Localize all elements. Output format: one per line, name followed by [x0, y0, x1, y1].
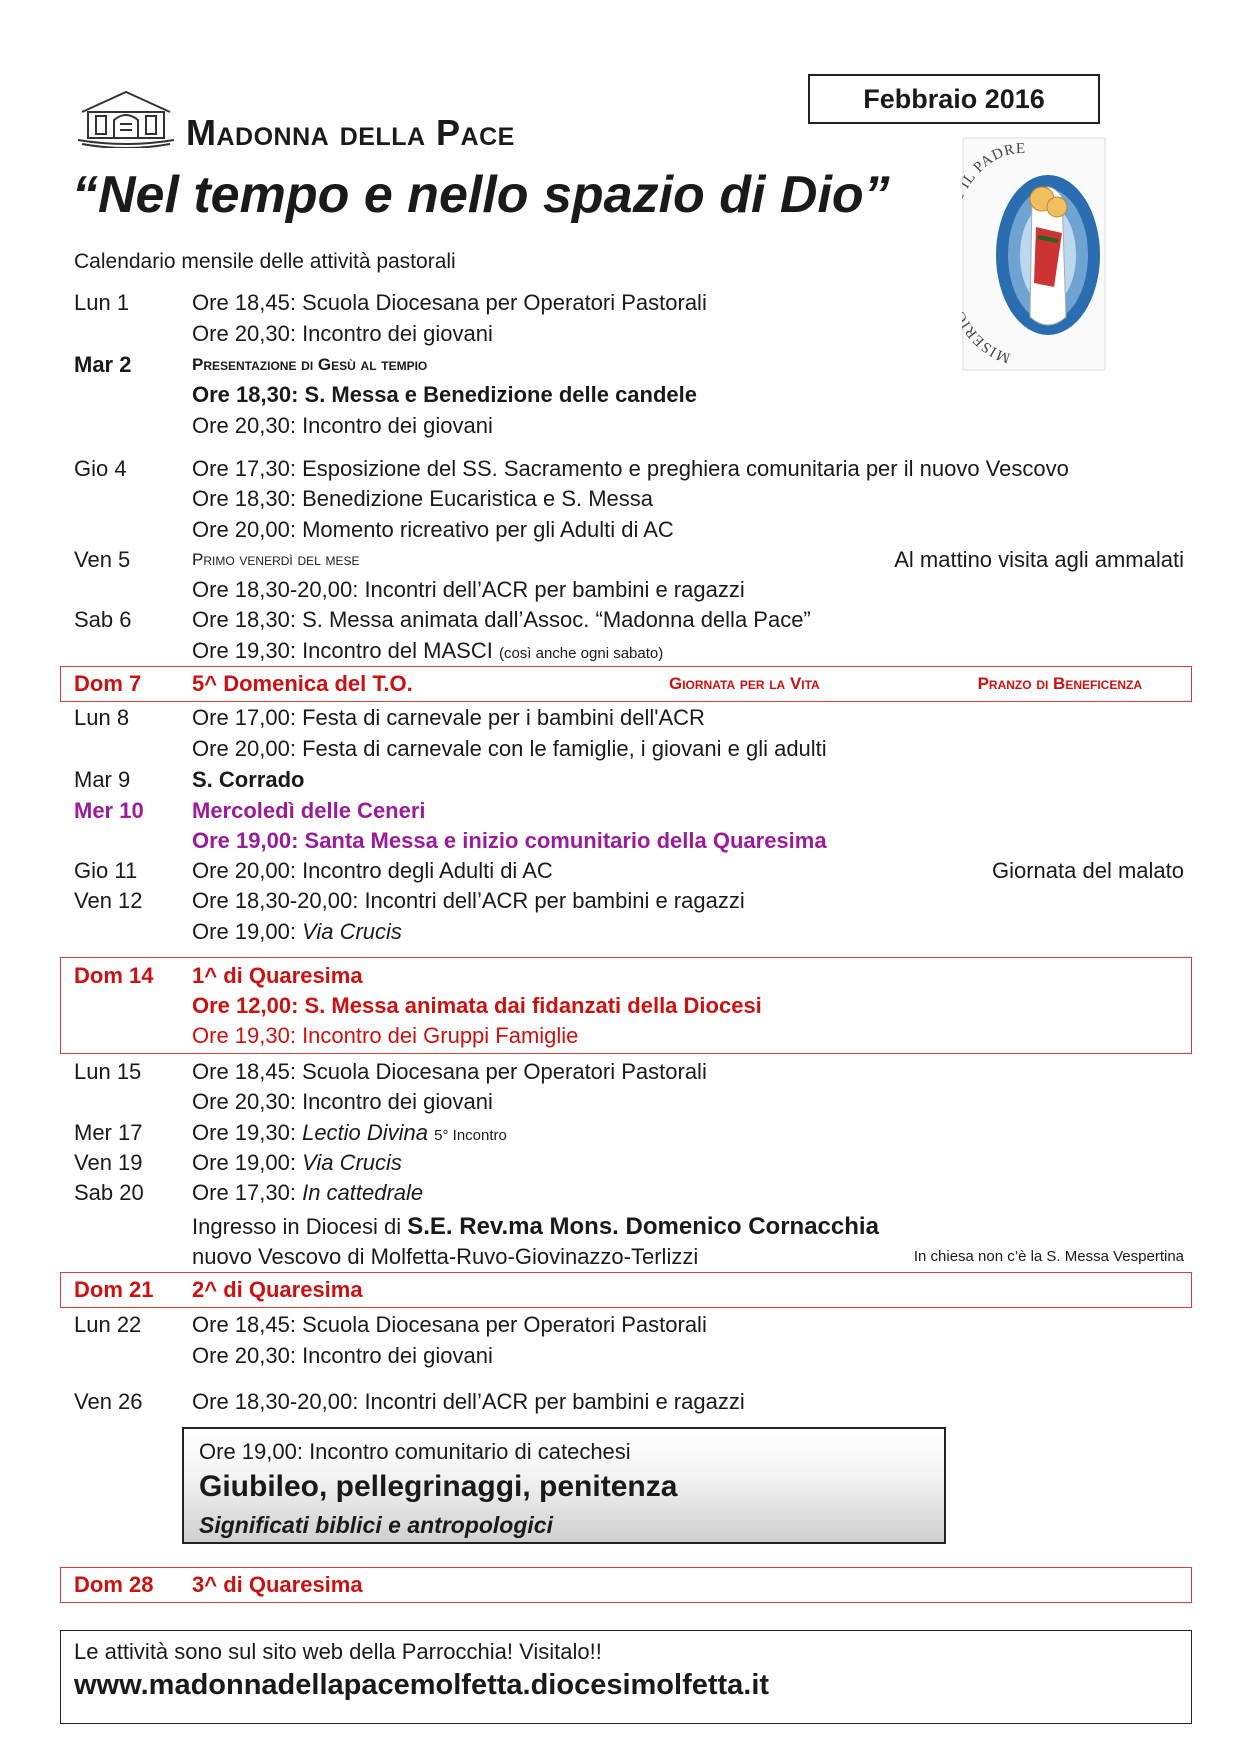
schedule-row — [74, 1242, 1184, 1272]
schedule-row — [74, 319, 1184, 349]
event-text: Ore 20,00: Incontro degli Adulti di AC — [192, 858, 553, 883]
schedule-row — [74, 515, 1184, 545]
schedule-row — [74, 636, 1184, 666]
event-text: Ore 20,30: Incontro dei giovani — [192, 413, 493, 438]
calendar-subtitle: Calendario mensile delle attività pastorali — [74, 250, 456, 273]
event-note: (così anche ogni sabato) — [498, 645, 664, 662]
event-text: Ore 18,30-20,00: Incontri dell’ACR per bambini e ragazzi — [192, 577, 745, 602]
schedule-row — [74, 961, 1184, 991]
event-text: Ore 18,30: S. Messa e Benedizione delle candele — [192, 382, 698, 407]
event-text: Ore 19,00: Santa Messa e inizio comunitario della Quaresima — [192, 828, 827, 853]
day-label: Dom 21 — [74, 1277, 154, 1302]
side-note: Giornata del malato — [992, 858, 1184, 883]
sunday-title: 3^ di Quaresima — [192, 1572, 363, 1597]
schedule-row — [74, 484, 1184, 514]
day-label: Ven 26 — [74, 1389, 143, 1414]
motto-title: “Nel tempo e nello spazio di Dio” — [72, 166, 890, 224]
schedule-row — [74, 1148, 1184, 1178]
event-time: Ore 19,00: — [192, 919, 296, 944]
event-text: Ore 18,30-20,00: Incontri dell’ACR per bambini e ragazzi — [192, 1389, 745, 1414]
side-note: In chiesa non c’è la S. Messa Vespertina — [913, 1248, 1184, 1265]
schedule-row — [74, 350, 1184, 380]
event-text — [192, 1212, 879, 1242]
feast-title: S. Corrado — [192, 767, 305, 792]
feast-title: Primo venerdì del mese — [192, 550, 360, 569]
schedule-row — [74, 886, 1184, 916]
schedule-row — [74, 1057, 1184, 1087]
event-time: Ore 19,30: — [192, 1120, 296, 1145]
event-text: Ore 18,45: Scuola Diocesana per Operatori Pastorali — [192, 1059, 707, 1084]
catechesis-time: Ore 19,00: Incontro comunitario di catechesi — [199, 1439, 631, 1464]
schedule-row — [74, 991, 1184, 1021]
church-icon — [76, 78, 176, 148]
day-label: Mer 10 — [74, 798, 144, 823]
event-text: nuovo Vescovo di Molfetta-Ruvo-Giovinazzo-Terlizzi — [192, 1244, 699, 1269]
schedule-row — [74, 288, 1184, 318]
schedule-row — [74, 669, 1184, 699]
event-text — [192, 1148, 402, 1178]
website-link[interactable]: www.madonnadellapacemolfetta.diocesimolfetta.it — [74, 1669, 770, 1701]
schedule-row — [74, 575, 1184, 605]
event-text: Ore 17,00: Festa di carnevale per i bambini dell'ACR — [192, 705, 705, 730]
sunday-title: 2^ di Quaresima — [192, 1277, 363, 1302]
sunday-title: 1^ di Quaresima — [192, 963, 363, 988]
day-label: Gio 4 — [74, 456, 127, 481]
event-time: Ore 19,00: — [192, 1150, 296, 1175]
catechesis-box — [182, 1427, 946, 1544]
schedule-row — [74, 734, 1184, 764]
schedule-row — [74, 1275, 1184, 1305]
event-text-with-note — [192, 636, 663, 669]
day-label: Gio 11 — [74, 858, 138, 883]
month-label: Febbraio 2016 — [863, 83, 1045, 114]
schedule-row — [74, 1212, 1184, 1242]
catechesis-subtitle: Significati biblici e antropologici — [199, 1512, 553, 1538]
month-badge — [808, 74, 1100, 124]
event-text: Ore 18,30: S. Messa animata dall’Assoc. “Madonna della Pace” — [192, 607, 811, 632]
day-label: Lun 15 — [74, 1059, 142, 1084]
day-label: Sab 6 — [74, 607, 132, 632]
schedule-row — [74, 856, 1184, 886]
footer-text: Le attività sono sul sito web della Parrocchia! Visitalo!! — [74, 1639, 602, 1664]
schedule-row — [74, 917, 1184, 947]
schedule-row — [74, 1341, 1184, 1371]
catechesis-title: Giubileo, pellegrinaggi, penitenza — [199, 1470, 678, 1503]
day-label: Mar 2 — [74, 352, 132, 377]
event-text — [192, 1178, 423, 1208]
parish-name: Madonna della Pace — [186, 112, 515, 153]
event-title: Via Crucis — [302, 1150, 402, 1175]
schedule-row — [74, 1118, 1184, 1148]
event-text: Ore 20,30: Incontro dei giovani — [192, 321, 493, 346]
event-title: Via Crucis — [302, 919, 402, 944]
side-note: Al mattino visita agli ammalati — [894, 547, 1184, 572]
schedule-row — [74, 545, 1184, 575]
schedule-row — [74, 1570, 1184, 1600]
event-text: Ore 18,30: Benedizione Eucaristica e S. Messa — [192, 486, 654, 511]
event-text: Ore 18,45: Scuola Diocesana per Operatori Pastorali — [192, 1312, 707, 1337]
schedule-row — [74, 1178, 1184, 1208]
footer-box — [60, 1630, 1192, 1724]
special-day: Giornata per la Vita — [669, 674, 820, 693]
event-text — [192, 917, 402, 947]
schedule-row — [74, 1310, 1184, 1340]
schedule-row — [74, 826, 1184, 856]
event-text: Ore 18,30-20,00: Incontri dell’ACR per bambini e ragazzi — [192, 888, 745, 913]
day-label: Dom 7 — [74, 671, 142, 696]
day-label: Ven 19 — [74, 1150, 143, 1175]
day-label: Ven 5 — [74, 547, 131, 572]
schedule-row — [74, 454, 1184, 484]
schedule-row — [74, 1087, 1184, 1117]
event-text: Ore 20,00: Momento ricreativo per gli Adulti di AC — [192, 517, 674, 542]
feast-title: Mercoledì delle Ceneri — [192, 798, 426, 823]
day-label: Dom 28 — [74, 1572, 154, 1597]
schedule-row — [74, 796, 1184, 826]
day-label: Dom 14 — [74, 963, 154, 988]
event-title: Lectio Divina — [302, 1120, 429, 1145]
day-label: Lun 8 — [74, 705, 130, 730]
event-text: Ore 12,00: S. Messa animata dai fidanzati della Diocesi — [192, 993, 762, 1018]
event-note: 5° Incontro — [434, 1127, 507, 1144]
event-text: Ore 20,00: Festa di carnevale con le famiglie, i giovani e gli adulti — [192, 736, 827, 761]
bishop-name: S.E. Rev.ma Mons. Domenico Cornacchia — [407, 1213, 879, 1240]
feast-title: Presentazione di Gesù al tempio — [192, 355, 428, 374]
schedule-row — [74, 765, 1184, 795]
day-label: Sab 20 — [74, 1180, 144, 1205]
event-text: Ore 18,45: Scuola Diocesana per Operatori Pastorali — [192, 290, 707, 315]
special-event: Pranzo di Beneficenza — [977, 674, 1142, 693]
jubilee-logo-text: MISER L PADRE — [962, 140, 1027, 366]
event-text: Ore 20,30: Incontro dei giovani — [192, 1343, 493, 1368]
event-time: Ore 17,30: — [192, 1180, 296, 1205]
day-label: Mer 17 — [74, 1120, 143, 1145]
schedule-row — [74, 380, 1184, 410]
schedule-row — [74, 605, 1184, 635]
event-text — [192, 1118, 507, 1151]
day-label: Lun 22 — [74, 1312, 142, 1337]
event-text: Ore 19,30: Incontro dei Gruppi Famiglie — [192, 1023, 579, 1048]
schedule-row — [74, 1021, 1184, 1051]
event-text: Ore 19,30: Incontro del MASCI — [192, 638, 493, 663]
event-text-prefix: Ingresso in Diocesi di — [192, 1214, 402, 1239]
event-title: In cattedrale — [302, 1180, 424, 1205]
sunday-title: 5^ Domenica del T.O. — [192, 671, 413, 696]
day-label: Mar 9 — [74, 767, 131, 792]
day-label: Lun 1 — [74, 290, 130, 315]
day-label: Ven 12 — [74, 888, 143, 913]
event-text: Ore 20,30: Incontro dei giovani — [192, 1089, 493, 1114]
schedule-row — [74, 703, 1184, 733]
schedule-row — [74, 1387, 1184, 1417]
event-text: Ore 17,30: Esposizione del SS. Sacramento e preghiera comunitaria per il nuovo Vescovo — [192, 456, 1069, 481]
schedule-row — [74, 411, 1184, 441]
